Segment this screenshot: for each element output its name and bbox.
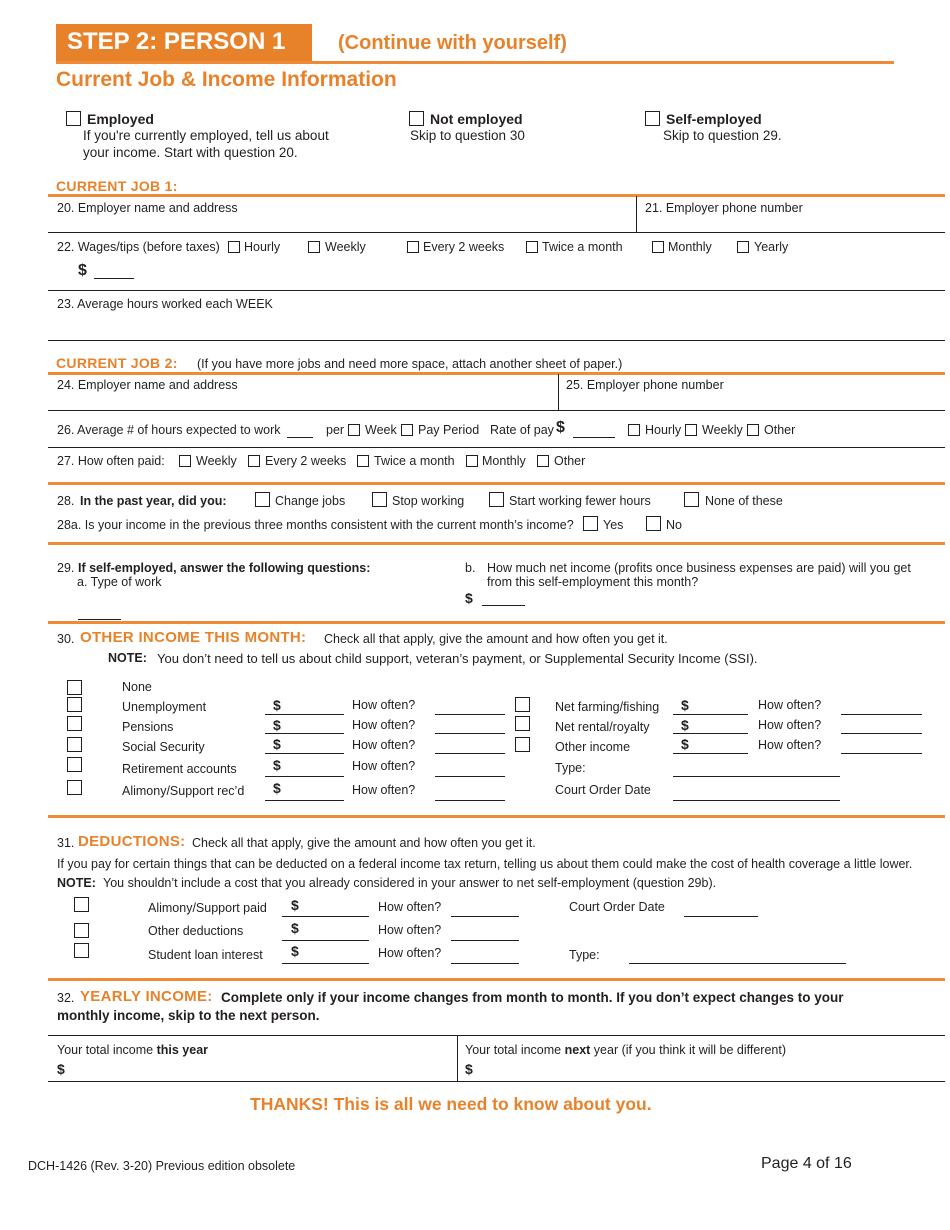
q30-unemployment-amount-input[interactable] bbox=[265, 714, 344, 715]
q30-unemployment-checkbox[interactable] bbox=[67, 697, 82, 712]
q28-none-checkbox[interactable] bbox=[684, 492, 699, 507]
q31-alimony-amount-input[interactable] bbox=[282, 916, 369, 917]
q31-heading: DEDUCTIONS: bbox=[78, 833, 186, 850]
q28-stop-working-label: Stop working bbox=[392, 494, 465, 508]
q30-alimony-amount-input[interactable] bbox=[265, 800, 344, 801]
q22-twice-checkbox[interactable] bbox=[526, 241, 538, 253]
q26-pay-period-checkbox[interactable] bbox=[401, 424, 413, 436]
employed-label: Employed bbox=[87, 111, 154, 127]
q23-input[interactable] bbox=[57, 314, 937, 338]
q30-farming-dollar: $ bbox=[681, 697, 689, 713]
q32-this-year-dollar: $ bbox=[57, 1061, 65, 1077]
q20-bottom-rule bbox=[48, 232, 945, 233]
q32-next-year-dollar: $ bbox=[465, 1061, 473, 1077]
q27-every2-label: Every 2 weeks bbox=[265, 454, 347, 468]
q31-para: If you pay for certain things that can be deducted on a federal income tax return, telling us about them could make the cost of health coverage a little lower. bbox=[57, 857, 913, 871]
q20-label: 20. Employer name and address bbox=[57, 201, 238, 215]
job2-heading-note: (If you have more jobs and need more space, attach another sheet of paper.) bbox=[197, 357, 623, 371]
q27-twice-checkbox[interactable] bbox=[357, 455, 369, 467]
q30-other-income-label: Other income bbox=[555, 740, 631, 754]
q30-farming-howoften-input[interactable] bbox=[841, 714, 922, 715]
q30-court-order-input[interactable] bbox=[673, 800, 840, 801]
q26-hourly-checkbox[interactable] bbox=[628, 424, 640, 436]
q30-rental-howoften-input[interactable] bbox=[841, 733, 922, 734]
q31-other-deductions-howoften: How often? bbox=[378, 923, 442, 937]
q32-heading: YEARLY INCOME: bbox=[80, 988, 213, 1005]
q30-social-security-howoften: How often? bbox=[352, 738, 416, 752]
q29b-letter: b. bbox=[465, 561, 476, 575]
q31-note-label: NOTE: bbox=[57, 876, 96, 890]
q31-alimony-label: Alimony/Support paid bbox=[148, 901, 267, 915]
q32-next-year-pre: Your total income bbox=[465, 1043, 562, 1057]
q30-alimony-label: Alimony/Support rec’d bbox=[122, 784, 245, 798]
q31-student-loan-dollar: $ bbox=[291, 943, 299, 959]
q21-label: 21. Employer phone number bbox=[645, 201, 803, 215]
q28a-no-label: No bbox=[666, 518, 682, 532]
q31-student-loan-label: Student loan interest bbox=[148, 948, 263, 962]
q31-student-loan-amount-input[interactable] bbox=[282, 963, 369, 964]
q20-q21-divider bbox=[636, 196, 637, 233]
q32-table-top bbox=[48, 1035, 945, 1036]
q29a-input[interactable] bbox=[78, 619, 121, 620]
q31-alimony-dollar: $ bbox=[291, 897, 299, 913]
q27-weekly-checkbox[interactable] bbox=[179, 455, 191, 467]
q26-week-label: Week bbox=[365, 423, 397, 437]
q30-farming-howoften: How often? bbox=[758, 698, 822, 712]
q31-type-label: Type: bbox=[569, 948, 600, 962]
q24-input[interactable] bbox=[57, 394, 552, 410]
q22-bottom-rule bbox=[48, 290, 945, 291]
not-employed-desc: Skip to question 30 bbox=[410, 128, 525, 143]
employed-desc: If you're currently employed, tell us about bbox=[83, 128, 329, 143]
self-employed-checkbox[interactable] bbox=[645, 111, 660, 126]
q32-this-year-input[interactable] bbox=[72, 1060, 447, 1078]
q29b-text: from this self-employment this month? bbox=[487, 575, 699, 589]
q30-pensions-dollar: $ bbox=[273, 717, 281, 733]
employed-checkbox[interactable] bbox=[66, 111, 81, 126]
q32-this-year-label bbox=[57, 1043, 208, 1057]
q21-input[interactable] bbox=[645, 216, 935, 232]
q30-pensions-howoften-input[interactable] bbox=[435, 733, 505, 734]
q30-other-income-amount-input[interactable] bbox=[673, 753, 748, 754]
q28a-label: 28a. Is your income in the previous three months consistent with the current month’s income? bbox=[57, 518, 574, 532]
q30-other-income-checkbox[interactable] bbox=[515, 737, 530, 752]
q30-pensions-amount-input[interactable] bbox=[265, 733, 344, 734]
q30-note: You don’t need to tell us about child support, veteran’s payment, or Supplemental Security Income (SSI). bbox=[157, 651, 758, 666]
q22-every2-checkbox[interactable] bbox=[407, 241, 419, 253]
q32-num: 32. bbox=[57, 991, 75, 1005]
self-employed-label: Self-employed bbox=[666, 111, 762, 127]
q22-dollar: $ bbox=[78, 262, 87, 279]
q30-type-input[interactable] bbox=[673, 776, 840, 777]
q28-none-label: None of these bbox=[705, 494, 783, 508]
q22-hourly-label: Hourly bbox=[244, 240, 281, 254]
q24-label: 24. Employer name and address bbox=[57, 378, 238, 392]
header-rule bbox=[56, 61, 894, 64]
q32-next-year-post: year (if you think it will be different) bbox=[593, 1043, 787, 1057]
q28a-no-checkbox[interactable] bbox=[646, 516, 661, 531]
q26-pay-period-label: Pay Period bbox=[418, 423, 480, 437]
step-label: STEP 2: PERSON 1 bbox=[67, 28, 286, 55]
q22-yearly-label: Yearly bbox=[754, 240, 789, 254]
q26-label: 26. Average # of hours expected to work bbox=[57, 423, 281, 437]
q31-alimony-howoften: How often? bbox=[378, 900, 442, 914]
q31-student-loan-checkbox[interactable] bbox=[74, 943, 89, 958]
q31-court-order-label: Court Order Date bbox=[569, 900, 665, 914]
self-employed-desc: Skip to question 29. bbox=[663, 128, 782, 143]
q26-rate-input[interactable] bbox=[573, 437, 615, 438]
q24-bottom-rule bbox=[48, 410, 945, 411]
job1-heading: CURRENT JOB 1: bbox=[56, 178, 178, 194]
q32-this-year-bold: this year bbox=[156, 1043, 209, 1057]
q26-per: per bbox=[326, 423, 345, 437]
q30-court-order-label: Court Order Date bbox=[555, 783, 651, 797]
not-employed-checkbox[interactable] bbox=[409, 111, 424, 126]
q30-farming-amount-input[interactable] bbox=[673, 714, 748, 715]
q30-retirement-howoften-input[interactable] bbox=[435, 776, 505, 777]
q30-farming-checkbox[interactable] bbox=[515, 697, 530, 712]
q32-next-year-input[interactable] bbox=[480, 1060, 935, 1078]
q28a-yes-checkbox[interactable] bbox=[583, 516, 598, 531]
q30-rental-amount-input[interactable] bbox=[673, 733, 748, 734]
q30-alimony-dollar: $ bbox=[273, 780, 281, 796]
continue-note: (Continue with yourself) bbox=[338, 32, 567, 54]
q26-weekly-checkbox[interactable] bbox=[685, 424, 697, 436]
q22-yearly-checkbox[interactable] bbox=[737, 241, 749, 253]
q30-retirement-howoften: How often? bbox=[352, 759, 416, 773]
q28-num: 28. bbox=[57, 494, 75, 508]
q28-label: In the past year, did you: bbox=[80, 494, 227, 508]
q30-retirement-dollar: $ bbox=[273, 757, 281, 773]
q32-this-year-pre: Your total income bbox=[57, 1043, 154, 1057]
q30-social-security-checkbox[interactable] bbox=[67, 737, 82, 752]
q28-fewer-hours-checkbox[interactable] bbox=[489, 492, 504, 507]
page-number: Page 4 of 16 bbox=[761, 1155, 852, 1172]
q27-other-checkbox[interactable] bbox=[537, 455, 549, 467]
q30-social-security-label: Social Security bbox=[122, 740, 205, 754]
q30-social-security-dollar: $ bbox=[273, 736, 281, 752]
q26-week-checkbox[interactable] bbox=[348, 424, 360, 436]
q31-student-loan-howoften: How often? bbox=[378, 946, 442, 960]
q22-twice-label: Twice a month bbox=[542, 240, 623, 254]
q30-other-income-howoften-input[interactable] bbox=[841, 753, 922, 754]
q31-alimony-checkbox[interactable] bbox=[74, 897, 89, 912]
q24-q25-divider bbox=[558, 374, 559, 411]
q30-pensions-label: Pensions bbox=[122, 720, 174, 734]
q31-type-input[interactable] bbox=[629, 963, 846, 964]
q26-other-checkbox[interactable] bbox=[747, 424, 759, 436]
q31-num: 31. bbox=[57, 836, 75, 850]
q29-title: If self-employed, answer the following questions: bbox=[78, 561, 371, 575]
q22-weekly-label: Weekly bbox=[325, 240, 366, 254]
q27-monthly-label: Monthly bbox=[482, 454, 526, 468]
job2-heading: CURRENT JOB 2: bbox=[56, 355, 178, 371]
q27-every2-checkbox[interactable] bbox=[248, 455, 260, 467]
q26-rate-label: Rate of pay bbox=[490, 423, 554, 437]
q31-bottom-rule bbox=[48, 978, 945, 981]
q27-label: 27. How often paid: bbox=[57, 454, 165, 468]
q29b-amount-input[interactable] bbox=[482, 605, 525, 606]
q20-input[interactable] bbox=[57, 216, 627, 232]
q26-bottom-rule bbox=[48, 447, 945, 448]
q30-heading: OTHER INCOME THIS MONTH: bbox=[80, 629, 307, 646]
not-employed-label: Not employed bbox=[430, 111, 523, 127]
q32-next-year-label bbox=[465, 1043, 786, 1057]
q30-unemployment-howoften-input[interactable] bbox=[435, 714, 505, 715]
q27-weekly-label: Weekly bbox=[196, 454, 237, 468]
q30-rental-checkbox[interactable] bbox=[515, 716, 530, 731]
q22-weekly-checkbox[interactable] bbox=[308, 241, 320, 253]
form-id: DCH-1426 (Rev. 3-20) Previous edition obsolete bbox=[28, 1159, 296, 1173]
q26-hours-input[interactable] bbox=[287, 437, 313, 438]
q30-bottom-rule bbox=[48, 815, 945, 818]
q30-unemployment-label: Unemployment bbox=[122, 700, 207, 714]
q31-alimony-howoften-input[interactable] bbox=[451, 916, 519, 917]
q28-stop-working-checkbox[interactable] bbox=[372, 492, 387, 507]
q30-alimony-howoften: How often? bbox=[352, 783, 416, 797]
q29b-text: How much net income (profits once business expenses are paid) will you get bbox=[487, 561, 911, 575]
q30-social-security-howoften-input[interactable] bbox=[435, 753, 505, 754]
q30-num: 30. bbox=[57, 632, 75, 646]
q22-monthly-label: Monthly bbox=[668, 240, 712, 254]
q31-court-order-input[interactable] bbox=[684, 916, 758, 917]
q28-change-jobs-label: Change jobs bbox=[275, 494, 346, 508]
q23-bottom-rule bbox=[48, 340, 945, 341]
q31-instr: Check all that apply, give the amount and how often you get it. bbox=[192, 836, 536, 850]
employed-desc: your income. Start with question 20. bbox=[83, 145, 298, 160]
q30-rental-label: Net rental/royalty bbox=[555, 720, 650, 734]
q30-other-income-dollar: $ bbox=[681, 736, 689, 752]
q23-label: 23. Average hours worked each WEEK bbox=[57, 297, 273, 311]
q31-other-deductions-label: Other deductions bbox=[148, 924, 244, 938]
q27-bottom-rule bbox=[48, 482, 945, 485]
q32-text: monthly income, skip to the next person. bbox=[57, 1008, 320, 1023]
q31-other-deductions-checkbox[interactable] bbox=[74, 923, 89, 938]
q30-rental-howoften: How often? bbox=[758, 718, 822, 732]
q27-other-label: Other bbox=[554, 454, 586, 468]
q30-alimony-howoften-input[interactable] bbox=[435, 800, 505, 801]
q29-num: 29. bbox=[57, 561, 75, 575]
q25-label: 25. Employer phone number bbox=[566, 378, 724, 392]
q30-other-income-howoften: How often? bbox=[758, 738, 822, 752]
q31-student-loan-howoften-input[interactable] bbox=[451, 963, 519, 964]
q30-farming-label: Net farming/fishing bbox=[555, 700, 660, 714]
q30-none-label: None bbox=[122, 680, 152, 694]
q32-text: Complete only if your income changes from month to month. If you don’t expect changes to your bbox=[221, 990, 844, 1005]
q30-note-label: NOTE: bbox=[108, 651, 147, 665]
q30-type-label: Type: bbox=[555, 761, 586, 775]
q22-hourly-checkbox[interactable] bbox=[228, 241, 240, 253]
thanks-message: THANKS! This is all we need to know about you. bbox=[250, 1094, 652, 1114]
q32-table-divider bbox=[457, 1035, 458, 1081]
q28-change-jobs-checkbox[interactable] bbox=[255, 492, 270, 507]
q30-pensions-checkbox[interactable] bbox=[67, 716, 82, 731]
q30-retirement-label: Retirement accounts bbox=[122, 762, 237, 776]
q30-alimony-checkbox[interactable] bbox=[67, 780, 82, 795]
q27-monthly-checkbox[interactable] bbox=[466, 455, 478, 467]
q30-instr: Check all that apply, give the amount and how often you get it. bbox=[324, 632, 668, 646]
q22-every2-label: Every 2 weeks bbox=[423, 240, 505, 254]
section-title: Current Job & Income Information bbox=[56, 68, 397, 91]
q26-hourly-label: Hourly bbox=[645, 423, 682, 437]
q29b-dollar: $ bbox=[465, 590, 473, 606]
q25-input[interactable] bbox=[566, 394, 936, 410]
q30-unemployment-howoften: How often? bbox=[352, 698, 416, 712]
job2-rule bbox=[48, 372, 945, 375]
q31-note: You shouldn’t include a cost that you already considered in your answer to net self-employment (question 29b). bbox=[103, 876, 717, 890]
q31-other-deductions-dollar: $ bbox=[291, 920, 299, 936]
q31-other-deductions-howoften-input[interactable] bbox=[451, 940, 519, 941]
q30-social-security-amount-input[interactable] bbox=[265, 753, 344, 754]
q27-twice-label: Twice a month bbox=[374, 454, 455, 468]
job1-rule bbox=[48, 194, 945, 197]
q26-weekly-label: Weekly bbox=[702, 423, 743, 437]
q22-amount-input[interactable] bbox=[94, 278, 134, 279]
q26-other-label: Other bbox=[764, 423, 796, 437]
q31-other-deductions-amount-input[interactable] bbox=[282, 940, 369, 941]
q32-next-year-bold: next bbox=[564, 1043, 591, 1057]
q28-bottom-rule bbox=[48, 542, 945, 545]
q29a-label: a. Type of work bbox=[77, 575, 162, 589]
q30-rental-dollar: $ bbox=[681, 717, 689, 733]
q30-retirement-amount-input[interactable] bbox=[265, 776, 344, 777]
q22-label: 22. Wages/tips (before taxes) bbox=[57, 240, 220, 254]
q28a-yes-label: Yes bbox=[603, 518, 624, 532]
q22-monthly-checkbox[interactable] bbox=[652, 241, 664, 253]
q30-retirement-checkbox[interactable] bbox=[67, 757, 82, 772]
q30-none-checkbox[interactable] bbox=[67, 680, 82, 695]
q30-pensions-howoften: How often? bbox=[352, 718, 416, 732]
q32-table-bottom bbox=[48, 1081, 945, 1082]
q28-fewer-hours-label: Start working fewer hours bbox=[509, 494, 651, 508]
q29-bottom-rule bbox=[48, 621, 945, 624]
q26-dollar: $ bbox=[556, 419, 565, 436]
q30-unemployment-dollar: $ bbox=[273, 697, 281, 713]
